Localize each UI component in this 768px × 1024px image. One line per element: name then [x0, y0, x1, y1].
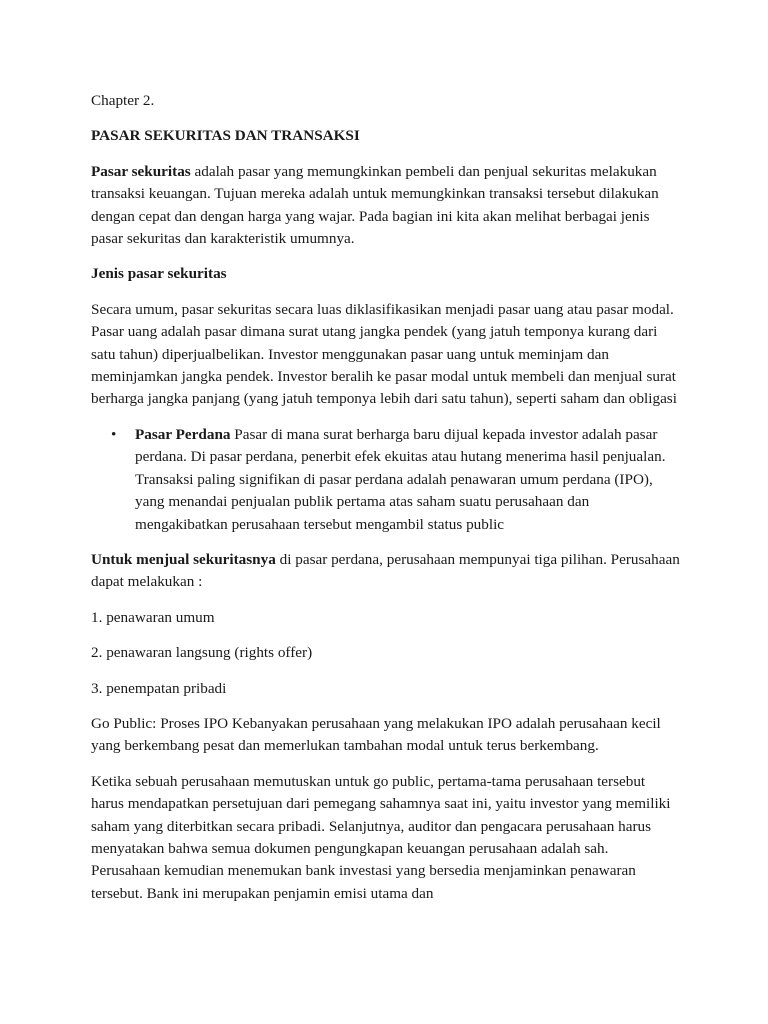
chapter-title: PASAR SEKURITAS DAN TRANSAKSI — [91, 127, 360, 145]
chapter-label: Chapter 2. — [91, 92, 155, 109]
bullet-icon: • — [111, 425, 117, 443]
option-3: 3. penempatan pribadi — [91, 679, 227, 697]
section-paragraph: Secara umum, pasar sekuritas secara luas diklasifikasikan menjadi pasar uang atau pasar modal. Pasar uang adalah pasar dimana surat utang jangka pendek (yang jatuh temponya kurang dari satu tahun) diperjualbelikan. Investor menggunakan pasar uang untuk meminjam dan meminjamkan jangka pendek. Investor beralih ke pasar modal untuk membeli dan menjual surat berharga jangka panjang (yang jatuh temponya lebih dari satu tahun), seperti saham dan obligasi — [91, 300, 677, 408]
bullet-text: Pasar di mana surat berharga baru dijual kepada investor adalah pasar perdana. Di pasar perdana, penerbit efek ekuitas atau hutang menerima hasil penjualan. Transaksi paling signifikan di pasar perdana adalah penawaran umum perdana (IPO), yang menandai penjualan publik pertama atas saham suatu perusahaan dan mengakibatkan perusahaan tersebut mengambil status public — [135, 425, 666, 533]
document-page — [91, 90, 681, 918]
sell-term: Untuk menjual sekuritasnya — [91, 550, 276, 568]
option-1: 1. penawaran umum — [91, 608, 215, 626]
list-item — [111, 424, 681, 536]
final-paragraph: Ketika sebuah perusahaan memutuskan untuk go public, pertama-tama perusahaan tersebut harus mendapatkan persetujuan dari pemegang sahamnya saat ini, yaitu investor yang memiliki saham yang diterbitkan secara pribadi. Selanjutnya, auditor dan pengacara perusahaan harus menyatakan bahwa semua dokumen pengungkapan keuangan perusahaan adalah sah. Perusahaan kemudian menemukan bank investasi yang bersedia menjaminkan penawaran tersebut. Bank ini merupakan penjamin emisi utama dan — [91, 772, 671, 902]
go-public-paragraph: Go Public: Proses IPO Kebanyakan perusahaan yang melakukan IPO adalah perusahaan kecil yang berkembang pesat dan memerlukan tambahan modal untuk terus berkembang. — [91, 714, 661, 755]
sell-paragraph — [91, 549, 681, 594]
section-heading: Jenis pasar sekuritas — [91, 265, 227, 283]
intro-paragraph — [91, 161, 681, 251]
bullet-term: Pasar Perdana — [135, 425, 231, 443]
intro-term: Pasar sekuritas — [91, 162, 191, 180]
bullet-list — [91, 424, 681, 536]
sell-text: di pasar perdana, perusahaan mempunyai tiga pilihan. Perusahaan dapat melakukan : — [91, 550, 680, 591]
option-2: 2. penawaran langsung (rights offer) — [91, 644, 313, 662]
intro-text: adalah pasar yang memungkinkan pembeli dan penjual sekuritas melakukan transaksi keuangan. Tujuan mereka adalah untuk memungkinkan transaksi tersebut dilakukan dengan cepat dan dengan harga yang wajar. Pada bagian ini kita akan melihat berbagai jenis pasar sekuritas dan karakteristik umumnya. — [91, 162, 659, 248]
